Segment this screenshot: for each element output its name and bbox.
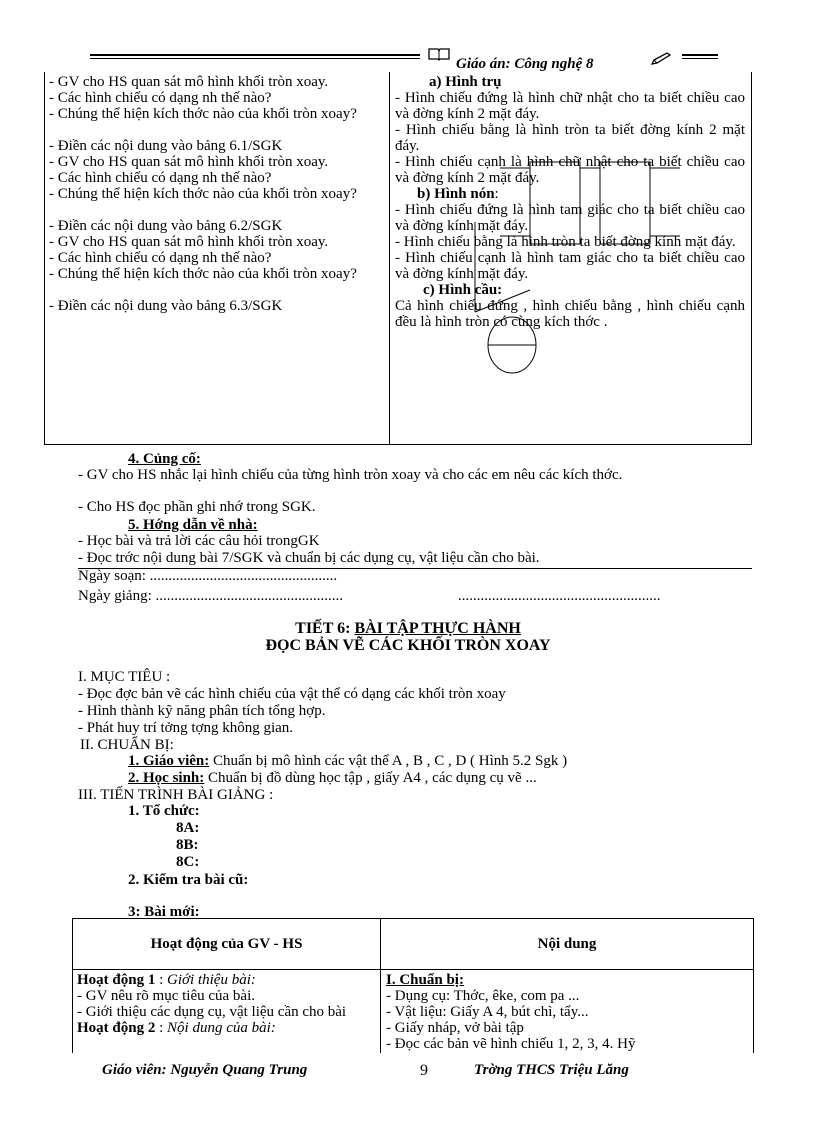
teacher-preparation: 1. Giáo viên: Chuẩn bị mô hình các vật thể A , B , C , D ( Hình 5.2 Sgk ) — [128, 753, 568, 769]
header-rule-right — [682, 54, 718, 56]
content-line: - Giấy nháp, vở bài tập — [386, 1020, 524, 1036]
cone-item: - Hình chiếu cạnh là hình tam giác cho ta biết chiều cao và đờng kính mặt đáy. — [395, 250, 745, 282]
content-line: - Đọc các bản vẽ hình chiếu 1, 2, 3, 4. Hỹ — [386, 1036, 636, 1052]
lesson-title: TIẾT 6: BÀI TẬP THỰC HÀNH — [295, 620, 521, 637]
consolidation-heading: 4. Củng cố: — [128, 451, 201, 467]
preparation-subheading: I. Chuẩn bị: — [386, 972, 464, 988]
header-rule-left — [90, 54, 420, 56]
left-line: - GV cho HS quan sát mô hình khối tròn xoay. — [49, 234, 329, 250]
teaching-date: Ngày giảng: .................................................. — [78, 588, 343, 604]
teaching-date-extra: ...................................................... — [458, 588, 661, 604]
procedure-heading: III. TIẾN TRÌNH BÀI GIẢNG : — [78, 787, 274, 803]
left-line: - Chúng thể hiện kích thớc nào của khối tròn xoay? — [49, 106, 357, 122]
student-preparation: 2. Học sinh: Chuẩn bị đồ dùng học tập , giấy A4 , các dụng cụ vẽ ... — [128, 770, 537, 786]
organize-label: 1. Tổ chức: — [128, 803, 200, 819]
consolidation-line-1: - GV cho HS nhắc lại hình chiếu của từng hình tròn xoay và cho các em nêu các kích thớc. — [78, 467, 623, 483]
header-rule — [73, 969, 753, 970]
sphere-heading: c) Hình cầu: — [423, 282, 503, 298]
left-line: - Các hình chiếu có dạng nh thế nào? — [49, 90, 272, 106]
cone-item: - Hình chiếu bằng là hình tròn ta biết đờng kính mặt đáy. — [395, 234, 736, 250]
review-label: 2. Kiểm tra bài cũ: — [128, 872, 249, 888]
left-line: - Chúng thể hiện kích thớc nào của khối tròn xoay? — [49, 186, 357, 202]
left-line: - Các hình chiếu có dạng nh thế nào? — [49, 250, 272, 266]
table-divider — [389, 72, 390, 444]
objective-line: - Phát huy trí tởng tợng không gian. — [78, 720, 294, 736]
activity-line: - Giới thiệu các dụng cụ, vật liệu cần cho bài — [77, 1004, 347, 1020]
activity-2: Hoạt động 2 : Nội dung của bài: — [77, 1020, 276, 1036]
left-line: - Điền các nội dung vào bảng 6.2/SGK — [49, 218, 283, 234]
activity-header: Hoạt động của GV - HS — [150, 936, 303, 952]
footer-teacher: Giáo viên: Nguyễn Quang Trung — [102, 1062, 308, 1078]
book-icon — [428, 47, 450, 61]
content-line: - Dụng cụ: Thớc, êke, com pa ... — [386, 988, 580, 1004]
content-cell — [386, 972, 746, 1052]
activity-cell — [77, 972, 375, 1036]
objectives-heading: I. MỤC TIÊU : — [78, 669, 171, 685]
activity-table — [72, 918, 754, 1053]
content-column — [395, 74, 745, 330]
header-rule-left-thin — [90, 58, 420, 59]
cone-heading: b) Hình nón: — [417, 186, 499, 202]
homework-line-2: - Đọc trớc nội dung bài 7/SGK và chuẩn bị các dụng cụ, vật liệu cần cho bài. — [78, 550, 540, 566]
cone-item: - Hình chiếu đứng là hình tam giác cho ta biết chiều cao và đờng kính mặt đáy. — [395, 202, 745, 234]
cylinder-item: - Hình chiếu bằng là hình tròn ta biết đờng kính 2 mặt đáy. — [395, 122, 745, 154]
class-8c: 8C: — [176, 854, 200, 870]
continuation-table — [44, 72, 752, 445]
left-line: - Chúng thể hiện kích thớc nào của khối tròn xoay? — [49, 266, 357, 282]
page-number: 9 — [420, 1062, 428, 1079]
activity-line: - GV nêu rõ mục tiêu của bài. — [77, 988, 256, 1004]
left-line: - Điền các nội dung vào bảng 6.1/SGK — [49, 138, 283, 154]
cylinder-item: - Hình chiếu cạnh là hình chữ nhật cho ta biết chiều cao và đờng kính 2 mặt đáy. — [395, 154, 745, 186]
left-line: - GV cho HS quan sát mô hình khối tròn xoay. — [49, 74, 329, 90]
footer-school: Trờng THCS Triệu Lăng — [474, 1062, 629, 1078]
homework-line-1: - Học bài và trả lời các câu hỏi trongGK — [78, 533, 320, 549]
content-line: - Vật liệu: Giấy A 4, bút chì, tẩy... — [386, 1004, 589, 1020]
objective-line: - Đọc đợc bản vẽ các hình chiếu của vật thể có dạng các khối tròn xoay — [78, 686, 506, 702]
left-line: - Điền các nội dung vào bảng 6.3/SGK — [49, 298, 283, 314]
sphere-text: Cả hình chiếu đứng , hình chiếu bằng , hình chiếu cạnh đều là hình tròn có cùng kích thớc . — [395, 298, 745, 330]
preparation-date: Ngày soạn: .................................................. — [78, 568, 338, 584]
header-title: Giáo án: Công nghệ 8 — [456, 56, 594, 72]
new-lesson-label: 3: Bài mới: — [128, 904, 200, 920]
cylinder-item: - Hình chiếu đứng là hình chữ nhật cho ta biết chiều cao và đờng kính 2 mặt đáy. — [395, 90, 745, 122]
objective-line: - Hình thành kỹ năng phân tích tổng hợp. — [78, 703, 326, 719]
homework-heading: 5. Hớng dẫn về nhà: — [128, 517, 258, 533]
header-rule-right-thin — [682, 58, 718, 59]
left-line: - Các hình chiếu có dạng nh thế nào? — [49, 170, 272, 186]
preparation-heading: II. CHUẨN BỊ: — [80, 737, 174, 753]
content-header: Nội dung — [537, 936, 597, 952]
left-line: - GV cho HS quan sát mô hình khối tròn xoay. — [49, 154, 329, 170]
activity-1: Hoạt động 1 : Giới thiệu bài: — [77, 972, 256, 988]
lesson-subtitle: ĐỌC BẢN VẼ CÁC KHỐI TRÒN XOAY — [265, 637, 551, 654]
teacher-activity-column — [49, 74, 385, 314]
cylinder-heading: a) Hình trụ — [429, 74, 502, 90]
pen-icon — [650, 52, 672, 66]
consolidation-line-2: - Cho HS đọc phần ghi nhớ trong SGK. — [78, 499, 316, 515]
class-8a: 8A: — [176, 820, 200, 836]
class-8b: 8B: — [176, 837, 199, 853]
